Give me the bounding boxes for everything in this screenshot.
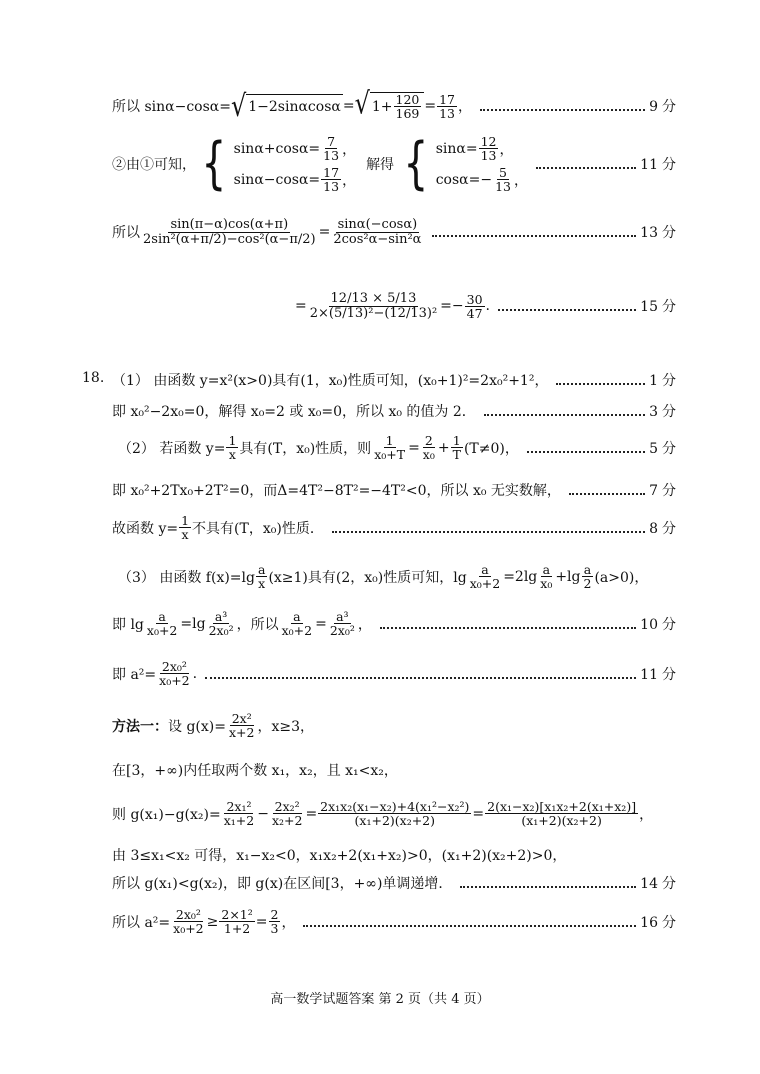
dot-leader — [569, 493, 645, 495]
dot-leader — [432, 235, 636, 237]
score: 8 分 — [649, 520, 676, 537]
score: 14 分 — [640, 876, 676, 892]
score: 16 分 — [640, 914, 676, 931]
text: 所以 sinα−cosα= — [112, 99, 231, 116]
sqrt: √ 1+ $\frac{120}{169}$ — [355, 92, 425, 120]
q18-line-4: 即 x₀²+2Tx₀+2T²=0，而Δ=4T²−8T²=−4T²<0，所以 x₀ 无实数解， 7 分 — [112, 480, 676, 500]
fraction: $\frac{12/13 \times 5/13}{\text{2×(5/13)²−(12/13)²}}$ — [309, 291, 438, 321]
q18-line-3: （2） 若函数 y= $\frac{1}{x}$ 具有(T，x₀)性质，则 $\frac{1}{\text{x₀+T}}$ = $\frac{2}{\text{x₀}}$ + $\frac{1}{T}$ (T≠0)， 5 分 — [118, 433, 676, 463]
score: 15 分 — [640, 299, 676, 316]
q18-line-6: （3） 由函数 f(x)=lg $\frac{a}{x}$ (x≥1)具有(2，x₀)性质可知，lg $\frac{a}{\text{x₀+2}}$ =2lg $\frac{a}{\text{x₀}}$ +lg $\frac{a}{2}$ (a>0)， — [118, 562, 649, 592]
method-1-line-1: 方法一： 设 g(x)= $\frac{\text{2x²}}{x+2}$ ，x≥3， — [112, 711, 314, 741]
dot-leader — [556, 383, 645, 385]
fraction: $\frac{\sin\alpha(-\cos\alpha)}{\text{2cos²α−sin²α}}$ — [333, 217, 422, 247]
q18-line-1: （1） 由函数 y=x²(x>0)具有(1，x₀)性质可知，(x₀+1)²=2x₀²+1²， 1 分 — [112, 370, 676, 390]
score: 13 分 — [640, 225, 676, 242]
score: 3 分 — [649, 404, 676, 420]
dot-leader — [205, 677, 636, 679]
dot-leader — [380, 627, 636, 629]
fraction: $\frac{\sin(\pi-\alpha)\cos(\alpha+\pi)}{\text{2sin²(α+π/2)−cos²(α−π/2)}}$ — [143, 217, 316, 247]
dot-leader — [484, 414, 645, 416]
dot-leader — [303, 925, 636, 927]
dot-leader — [480, 109, 645, 111]
score: 9 分 — [649, 99, 676, 116]
score: 11 分 — [640, 666, 676, 683]
q18-line-8: 即 a²= $\frac{\text{2x₀²}}{\text{x₀+2}}$ . 11 分 — [112, 659, 676, 689]
score: 11 分 — [640, 157, 676, 174]
equation-system: { sinα+cosα= $\frac{7}{13}$ ， sinα−cosα= $\frac{17}{13}$ ， — [201, 131, 357, 197]
method-1-line-5: 所以 g(x₁)<g(x₂)，即 g(x)在区间[3，+∞)单调递增． 14 分 — [112, 873, 676, 893]
q17-line-1: 所以 sinα−cosα= √ 1−2sinαcosα = √ 1+ $\frac{120}{169}$ = $\frac{17}{13}$ ， 9 分 — [112, 85, 676, 124]
dot-leader — [498, 309, 636, 311]
dot-leader — [527, 451, 645, 453]
score: 5 分 — [649, 440, 676, 457]
q18-line-2: 即 x₀²−2x₀=0，解得 x₀=2 或 x₀=0，所以 x₀ 的值为 2． 3 分 — [112, 401, 676, 421]
page-footer: 高一数学试题答案 第 2 页（共 4 页） — [270, 992, 490, 1007]
q17-line-3: 所以 $\frac{\sin(\pi-\alpha)\cos(\alpha+\pi)}{\text{2sin²(α+π/2)−cos²(α−π/2)}}$ = $\frac{\sin\alpha(-\cos\alpha)}{\text{2cos²α−sin²α}}$ 13 分 — [112, 217, 676, 247]
q17-line-4: = $\frac{12/13 \times 5/13}{\text{2×(5/13)²−(12/13)²}}$ =− $\frac{30}{47}$ . 15 分 — [295, 291, 676, 321]
fraction: $\frac{17}{13}$ — [439, 91, 456, 121]
fraction: $\frac{120}{169}$ — [395, 92, 420, 122]
score: 7 分 — [649, 483, 676, 499]
equation-system: { sinα= $\frac{12}{13}$ ， cosα=− $\frac{5}{13}$ ， — [403, 131, 528, 197]
fraction: $\frac{30}{47}$ — [466, 291, 483, 321]
score: 10 分 — [640, 616, 676, 633]
brace-icon: { — [403, 131, 429, 197]
method-label: 方法一： — [112, 718, 168, 735]
method-1-line-6: 所以 a²= $\frac{\text{2x₀²}}{\text{x₀+2}}$ ≥ $\frac{\text{2×1²}}{1+2}$ = $\frac{2}{3}$ ， 16 分 — [112, 907, 676, 937]
question-number: 18. — [82, 370, 105, 386]
brace-icon: { — [201, 131, 227, 197]
method-1-line-2: 在[3，+∞)内任取两个数 x₁，x₂，且 x₁<x₂， — [112, 763, 398, 779]
score: 1 分 — [649, 373, 676, 389]
sqrt: √ 1−2sinαcosα — [230, 88, 341, 124]
method-1-line-4: 由 3≤x₁<x₂ 可得，x₁−x₂<0，x₁x₂+2(x₁+x₂)>0，(x₁+2)(x₂+2)>0， — [112, 848, 567, 864]
dot-leader — [536, 167, 636, 169]
q18-line-5: 故函数 y= $\frac{1}{x}$ 不具有(T，x₀)性质． 8 分 — [112, 513, 676, 543]
q17-line-2: ②由①可知， { sinα+cosα= $\frac{7}{13}$ ， sinα−cosα= $\frac{17}{13}$ ， 解得 { sinα= $\frac{12}{13}$ ， cosα=− $\frac{5}{13}$ ， 11 分 — [112, 131, 676, 197]
method-1-line-3: 则 g(x₁)−g(x₂)= $\frac{\text{2x₁²}}{\text{x₁+2}}$ − $\frac{\text{2x₂²}}{\text{x₂+2}}$ = $\frac{\text{2x₁x₂(x₁−x₂)+4(x₁²−x₂²)}}{\text{(x₁+2)(x₂+2)}}$ = $\frac{\text{2(x₁−x₂)[x₁x₂+2(x₁+x₂)]}}{\text{(x₁+2)(x₂+2)}}$ ， — [112, 799, 654, 829]
dot-leader — [460, 886, 636, 888]
q18-line-7: 即 lg $\frac{a}{\text{x₀+2}}$ =lg $\frac{\text{a³}}{\text{2x₀²}}$ ，所以 $\frac{a}{\text{x₀+2}}$ = $\frac{\text{a³}}{\text{2x₀²}}$ ， 10 分 — [112, 609, 676, 639]
dot-leader — [332, 531, 645, 533]
